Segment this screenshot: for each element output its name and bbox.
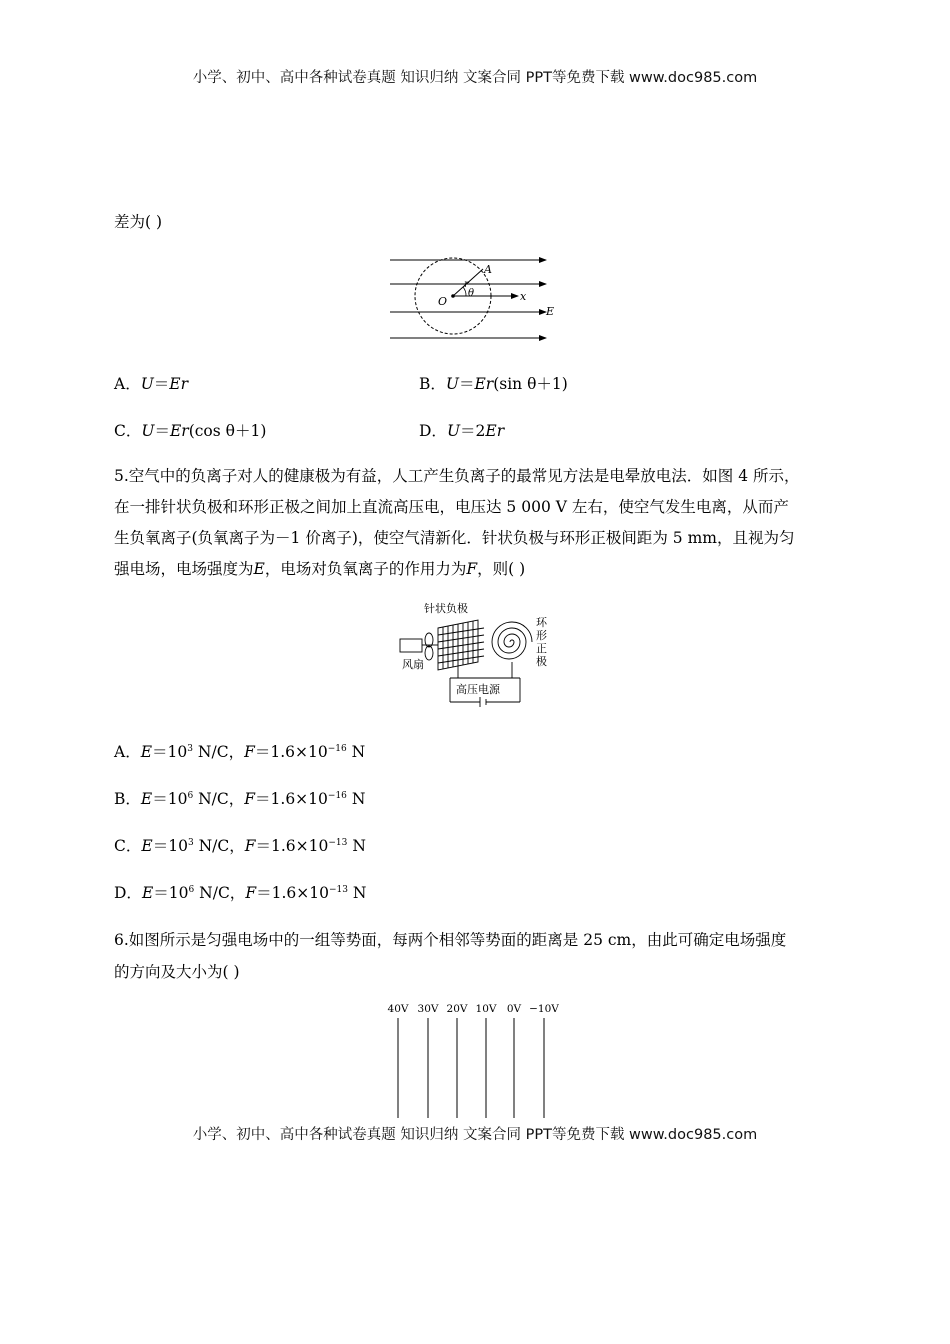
- q4-option-b[interactable]: B．U＝Er(sin θ＋1): [419, 375, 568, 393]
- q6-line-2: 的方向及大小为( ): [114, 963, 240, 981]
- potential-label: 10V: [475, 1003, 497, 1015]
- label-ring-3: 正: [536, 642, 547, 655]
- label-power: 高压电源: [456, 683, 500, 696]
- label-x: x: [520, 290, 527, 303]
- q4-stem-end: 差为( ): [114, 213, 163, 231]
- label-A: A: [484, 263, 492, 276]
- q6-line-1: 6.如图所示是匀强电场中的一组等势面，每两个相邻等势面的距离是 25 cm，由此可确定电场强度: [114, 931, 787, 949]
- q5-line-1: 5.空气中的负离子对人的健康极为有益，人工产生负离子的最常见方法是电晕放电法．如图 4 所示，: [114, 467, 800, 485]
- q4-figure: [388, 254, 560, 346]
- potential-label: −10V: [529, 1003, 559, 1015]
- q5-option-d[interactable]: D．$E=10^6$ N/C，$F=1.6\times 10^{-13}$ N: [114, 884, 367, 902]
- label-O: O: [438, 295, 448, 308]
- q5-option-a[interactable]: A．$E=10^3$ N/C，$F=1.6\times 10^{-16}$ N: [114, 743, 366, 761]
- potential-label: 40V: [387, 1003, 409, 1015]
- q6-figure: [384, 998, 564, 1122]
- label-ring-1: 环: [536, 616, 547, 629]
- label-r: r: [464, 279, 469, 290]
- q4-option-c[interactable]: C．U＝Er(cos θ＋1): [114, 422, 267, 440]
- page-header: 小学、初中、高中各种试卷真题 知识归纳 文案合同 PPT等免费下载 www.doc985.com: [192, 70, 758, 86]
- q5-line-2: 在一排针状负极和环形正极之间加上直流高压电，电压达 5 000 V 左右，使空气发生电离，从而产: [114, 498, 789, 516]
- q5-figure: [394, 598, 554, 708]
- label-needle: 针状负极: [424, 602, 468, 615]
- label-fan: 风扇: [402, 658, 424, 671]
- q5-line-4: 强电场，电场强度为E，电场对负氧离子的作用力为F，则( ): [114, 560, 526, 578]
- potential-label: 20V: [446, 1003, 468, 1015]
- label-ring-4: 极: [536, 655, 547, 668]
- q4-option-d[interactable]: D．U＝2Er: [419, 422, 505, 440]
- q5-line-3: 生负氧离子(负氧离子为－1 价离子)，使空气清新化．针状负极与环形正极间距为 5 mm，且视为匀: [114, 529, 795, 547]
- label-ring-2: 形: [536, 629, 547, 642]
- potential-label: 30V: [417, 1003, 439, 1015]
- label-E: E: [546, 305, 555, 318]
- q4-option-a[interactable]: A．U＝Er: [114, 375, 189, 393]
- potential-label: 0V: [506, 1003, 522, 1015]
- page-footer: 小学、初中、高中各种试卷真题 知识归纳 文案合同 PPT等免费下载 www.doc985.com: [192, 1127, 758, 1143]
- q5-option-b[interactable]: B．$E=10^6$ N/C，$F=1.6\times 10^{-16}$ N: [114, 790, 366, 808]
- label-theta: θ: [468, 288, 475, 299]
- q5-option-c[interactable]: C．$E=10^3$ N/C，$F=1.6\times 10^{-13}$ N: [114, 837, 366, 855]
